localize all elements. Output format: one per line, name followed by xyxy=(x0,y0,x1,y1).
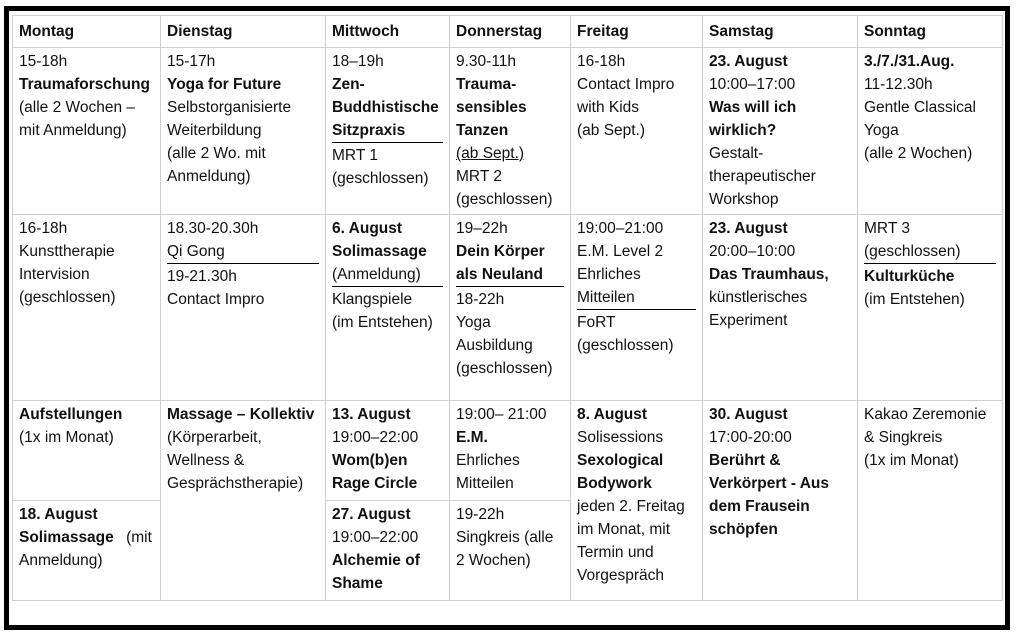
day-header-sunday: Sonntag xyxy=(858,16,1003,48)
event-time: 10:00–17:00 xyxy=(709,76,796,93)
day-header-wednesday: Mittwoch xyxy=(326,16,450,48)
event-time: 19-21.30h xyxy=(167,268,237,285)
event-desc: Gentle Classical Yoga xyxy=(864,99,976,139)
event-time: 19:00–22:00 xyxy=(332,429,419,446)
event-cell xyxy=(161,48,326,215)
event-note: (Körperarbeit, Wellness & Gesprächstherapie) xyxy=(167,429,304,492)
event-cell xyxy=(13,501,161,601)
event-cell xyxy=(858,401,1003,601)
divider-line xyxy=(864,263,996,264)
event-note: (1x im Monat) xyxy=(19,429,114,446)
event-cell xyxy=(450,401,571,501)
event-desc: Singkreis xyxy=(456,529,520,546)
event-cell xyxy=(571,48,703,215)
event-time: 17:00-20:00 xyxy=(709,429,792,446)
event-cell xyxy=(703,215,858,401)
event-title: Alchemie of Shame xyxy=(332,552,420,592)
event-date: 30. August xyxy=(709,406,788,423)
event-time: 15-18h xyxy=(19,53,68,70)
day-header-friday: Freitag xyxy=(571,16,703,48)
event-cell xyxy=(13,215,161,401)
table-row xyxy=(13,215,1003,401)
divider-line xyxy=(332,286,443,287)
event-cell xyxy=(858,215,1003,401)
table-row xyxy=(13,48,1003,215)
event-note: (mit xyxy=(126,529,152,546)
event-note: (alle 2 Wochen) xyxy=(864,145,973,162)
event-title: E.M. xyxy=(456,429,488,446)
event-note: (Anmeldung) xyxy=(332,266,421,283)
event-time: 16-18h xyxy=(19,220,68,237)
event-cell xyxy=(703,401,858,601)
event-time: 19-22h xyxy=(456,506,505,523)
event-time: 15-17h xyxy=(167,53,216,70)
event-note: (alle 2 Wochen – mit Anmeldung) xyxy=(19,99,136,139)
event-date: 3./7./31.Aug. xyxy=(864,53,955,70)
event-note: (alle 2 Wochen) xyxy=(456,529,554,569)
event-title: Was will ich wirklich? xyxy=(709,99,797,139)
event-title: Yoga for Future xyxy=(167,76,282,93)
event-desc: Gestalt-therapeutischer Workshop xyxy=(709,145,816,208)
event-title: Solimassage xyxy=(19,529,114,546)
event-desc: künstlerisches Experiment xyxy=(709,289,808,329)
room-status: (geschlossen) xyxy=(577,337,674,354)
event-cell xyxy=(571,215,703,401)
event-cell xyxy=(326,48,450,215)
event-time: 18–19h xyxy=(332,53,384,70)
event-note: Anmeldung) xyxy=(19,552,103,569)
event-desc: Kakao Zeremonie & Singkreis xyxy=(864,406,987,446)
event-desc: Qi Gong xyxy=(167,243,225,260)
room-status: (geschlossen) xyxy=(864,243,961,260)
event-desc: Selbstorganisierte Weiterbildung xyxy=(167,99,292,139)
event-time: 16-18h xyxy=(577,53,626,70)
room-status: (geschlossen) xyxy=(456,191,553,208)
event-note: (ab Sept.) xyxy=(456,145,525,162)
event-note: (im Entstehen) xyxy=(332,314,433,331)
event-desc: Klangspiele xyxy=(332,291,413,308)
event-time: 11-12.30h xyxy=(864,76,933,93)
room-status: (geschlossen) xyxy=(332,170,429,187)
event-date: 8. August xyxy=(577,406,648,423)
day-header-saturday: Samstag xyxy=(703,16,858,48)
event-date: 27. August xyxy=(332,506,411,523)
room-label: MRT 3 xyxy=(864,220,910,237)
divider-line xyxy=(456,286,564,287)
room-status: (geschlossen) xyxy=(456,360,553,377)
event-desc: FoRT xyxy=(577,314,616,331)
event-cell xyxy=(450,48,571,215)
divider-line xyxy=(167,263,319,264)
event-desc: Solisessions xyxy=(577,429,664,446)
day-header-tuesday: Dienstag xyxy=(161,16,326,48)
event-date: 18. August xyxy=(19,506,98,523)
event-note: (1x im Monat) xyxy=(864,452,959,469)
table-row xyxy=(13,401,1003,501)
event-desc: Kunsttherapie Intervision xyxy=(19,243,115,283)
event-title: Kulturküche xyxy=(864,268,955,285)
room-label: MRT 2 xyxy=(456,168,502,185)
event-title: Massage – Kollektiv xyxy=(167,406,315,423)
event-note: (ab Sept.) xyxy=(577,122,646,139)
event-title: Zen-Buddhistische Sitzpraxis xyxy=(332,76,439,139)
event-cell xyxy=(161,401,326,601)
event-cell xyxy=(858,48,1003,215)
event-cell xyxy=(13,48,161,215)
divider-line xyxy=(332,142,443,143)
event-note: (alle 2 Wo. mit Anmeldung) xyxy=(167,145,266,185)
event-date: 6. August xyxy=(332,220,403,237)
divider-line xyxy=(577,309,696,310)
day-header-monday: Montag xyxy=(13,16,161,48)
event-title: Trauma-sensibles Tanzen xyxy=(456,76,527,139)
event-note: (im Entstehen) xyxy=(864,291,965,308)
event-cell xyxy=(450,501,571,601)
event-time: 19:00– 21:00 xyxy=(456,406,547,423)
event-desc: Yoga Ausbildung xyxy=(456,314,533,354)
event-cell xyxy=(571,401,703,601)
room-label: MRT 1 xyxy=(332,147,378,164)
event-cell xyxy=(326,215,450,401)
event-desc: Contact Impro with Kids xyxy=(577,76,675,116)
event-desc: Contact Impro xyxy=(167,291,265,308)
event-note: jeden 2. Freitag im Monat, mit Termin und Vorgespräch xyxy=(577,498,685,584)
event-cell xyxy=(13,401,161,501)
event-title: Traumaforschung xyxy=(19,76,150,93)
event-time: 18.30-20.30h xyxy=(167,220,259,237)
event-date: 23. August xyxy=(709,53,788,70)
event-cell xyxy=(161,215,326,401)
event-title: Aufstellungen xyxy=(19,406,123,423)
event-title: Berührt & Verkörpert - Aus dem Frausein schöpfen xyxy=(709,452,830,538)
event-cell xyxy=(450,215,571,401)
weekly-schedule-table xyxy=(12,15,1003,601)
event-cell xyxy=(326,401,450,501)
event-cell xyxy=(703,48,858,215)
event-desc: E.M. Level 2 Ehrliches Mitteilen xyxy=(577,243,664,306)
event-time: 20:00–10:00 xyxy=(709,243,796,260)
room-status: (geschlossen) xyxy=(19,289,116,306)
event-cell xyxy=(326,501,450,601)
event-date: 23. August xyxy=(709,220,788,237)
event-time: 18-22h xyxy=(456,291,505,308)
event-time: 19–22h xyxy=(456,220,508,237)
header-row xyxy=(13,16,1003,48)
event-time: 19:00–21:00 xyxy=(577,220,664,237)
event-title: Dein Körper als Neuland xyxy=(456,243,545,283)
event-title: Solimassage xyxy=(332,243,427,260)
event-title: Wom(b)en Rage Circle xyxy=(332,452,418,492)
event-date: 13. August xyxy=(332,406,411,423)
event-title: Das Traumhaus, xyxy=(709,266,829,283)
event-desc: Ehrliches Mitteilen xyxy=(456,452,520,492)
event-time: 9.30-11h xyxy=(456,53,517,70)
event-title: Sexological Bodywork xyxy=(577,452,664,492)
day-header-thursday: Donnerstag xyxy=(450,16,571,48)
event-time: 19:00–22:00 xyxy=(332,529,419,546)
